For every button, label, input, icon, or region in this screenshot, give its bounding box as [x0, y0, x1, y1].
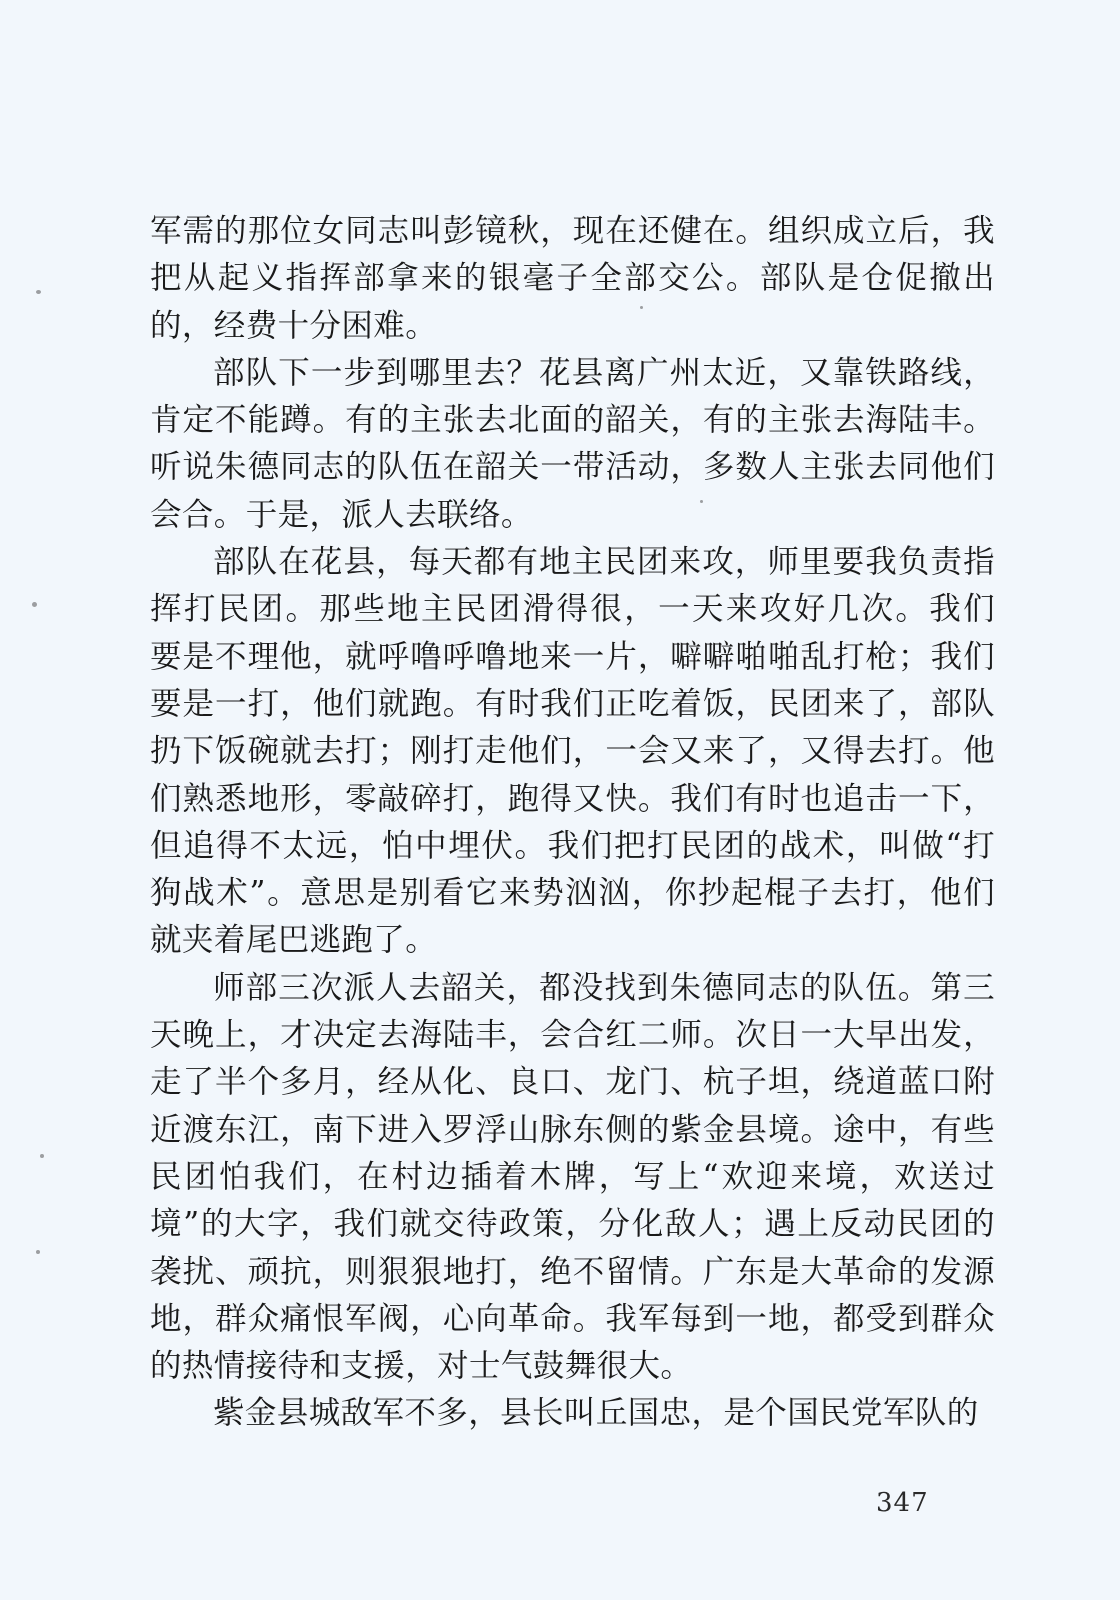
text-line: 师部三次派人去韶关，都没找到朱德同志的队伍。第三 — [213, 969, 995, 1006]
text-line: 民团怕我们，在村边插着木牌，写上“欢迎来境，欢送过 — [150, 1158, 995, 1195]
text-line: 袭扰、顽抗，则狠狠地打，绝不留情。广东是大革命的发源 — [150, 1253, 995, 1290]
text-line: 的，经费十分困难。 — [150, 307, 438, 344]
text-line: 境”的大字，我们就交待政策，分化敌人；遇上反动民团的 — [150, 1206, 995, 1243]
text-line: 听说朱德同志的队伍在韶关一带活动，多数人主张去同他们 — [150, 449, 995, 486]
scan-speck — [36, 1250, 40, 1254]
scan-speck — [40, 1154, 44, 1158]
text-line: 挥打民团。那些地主民团滑得很，一天来攻好几次。我们 — [150, 591, 995, 628]
text-line: 部队在花县，每天都有地主民团来攻，师里要我负责指 — [213, 544, 995, 581]
text-line: 部队下一步到哪里去？花县离广州太近，又靠铁路线， — [213, 354, 995, 391]
text-line: 肯定不能蹲。有的主张去北面的韶关，有的主张去海陆丰。 — [150, 402, 995, 439]
text-line: 军需的那位女同志叫彭镜秋，现在还健在。组织成立后，我 — [150, 213, 995, 249]
text-line: 要是一打，他们就跑。有时我们正吃着饭，民团来了，部队 — [150, 685, 995, 722]
text-line: 地，群众痛恨军阀，心向革命。我军每到一地，都受到群众 — [150, 1300, 995, 1337]
text-line: 但追得不太远，怕中埋伏。我们把打民团的战术，叫做“打 — [150, 827, 995, 864]
text-line: 要是不理他，就呼噜呼噜地来一片，噼噼啪啪乱打枪；我们 — [150, 638, 995, 675]
text-line: 天晚上，才决定去海陆丰，会合红二师。次日一大早出发， — [150, 1017, 995, 1054]
page-number: 347 — [876, 1488, 929, 1518]
text-line: 就夹着尾巴逃跑了。 — [150, 922, 438, 959]
body-text — [150, 208, 995, 1438]
scan-speck — [700, 500, 703, 503]
scan-speck — [32, 602, 37, 607]
text-line: 狗战术”。意思是别看它来势汹汹，你抄起棍子去打，他们 — [150, 875, 995, 912]
text-line: 把从起义指挥部拿来的银毫子全部交公。部队是仓促撤出 — [150, 260, 995, 297]
text-line: 扔下饭碗就去打；刚打走他们，一会又来了，又得去打。他 — [150, 733, 995, 770]
text-line: 的热情接待和支援，对士气鼓舞很大。 — [150, 1348, 693, 1385]
text-line: 紫金县城敌军不多，县长叫丘国忠，是个国民党军队的 — [213, 1395, 979, 1432]
scan-speck — [36, 290, 41, 294]
text-line: 走了半个多月，经从化、良口、龙门、杭子坦，绕道蓝口附 — [150, 1064, 995, 1101]
text-line: 会合。于是，派人去联络。 — [150, 496, 533, 533]
text-line: 们熟悉地形，零敲碎打，跑得又快。我们有时也追击一下， — [150, 780, 995, 817]
scan-speck — [640, 306, 643, 309]
text-line: 近渡东江，南下进入罗浮山脉东侧的紫金县境。途中，有些 — [150, 1111, 995, 1148]
